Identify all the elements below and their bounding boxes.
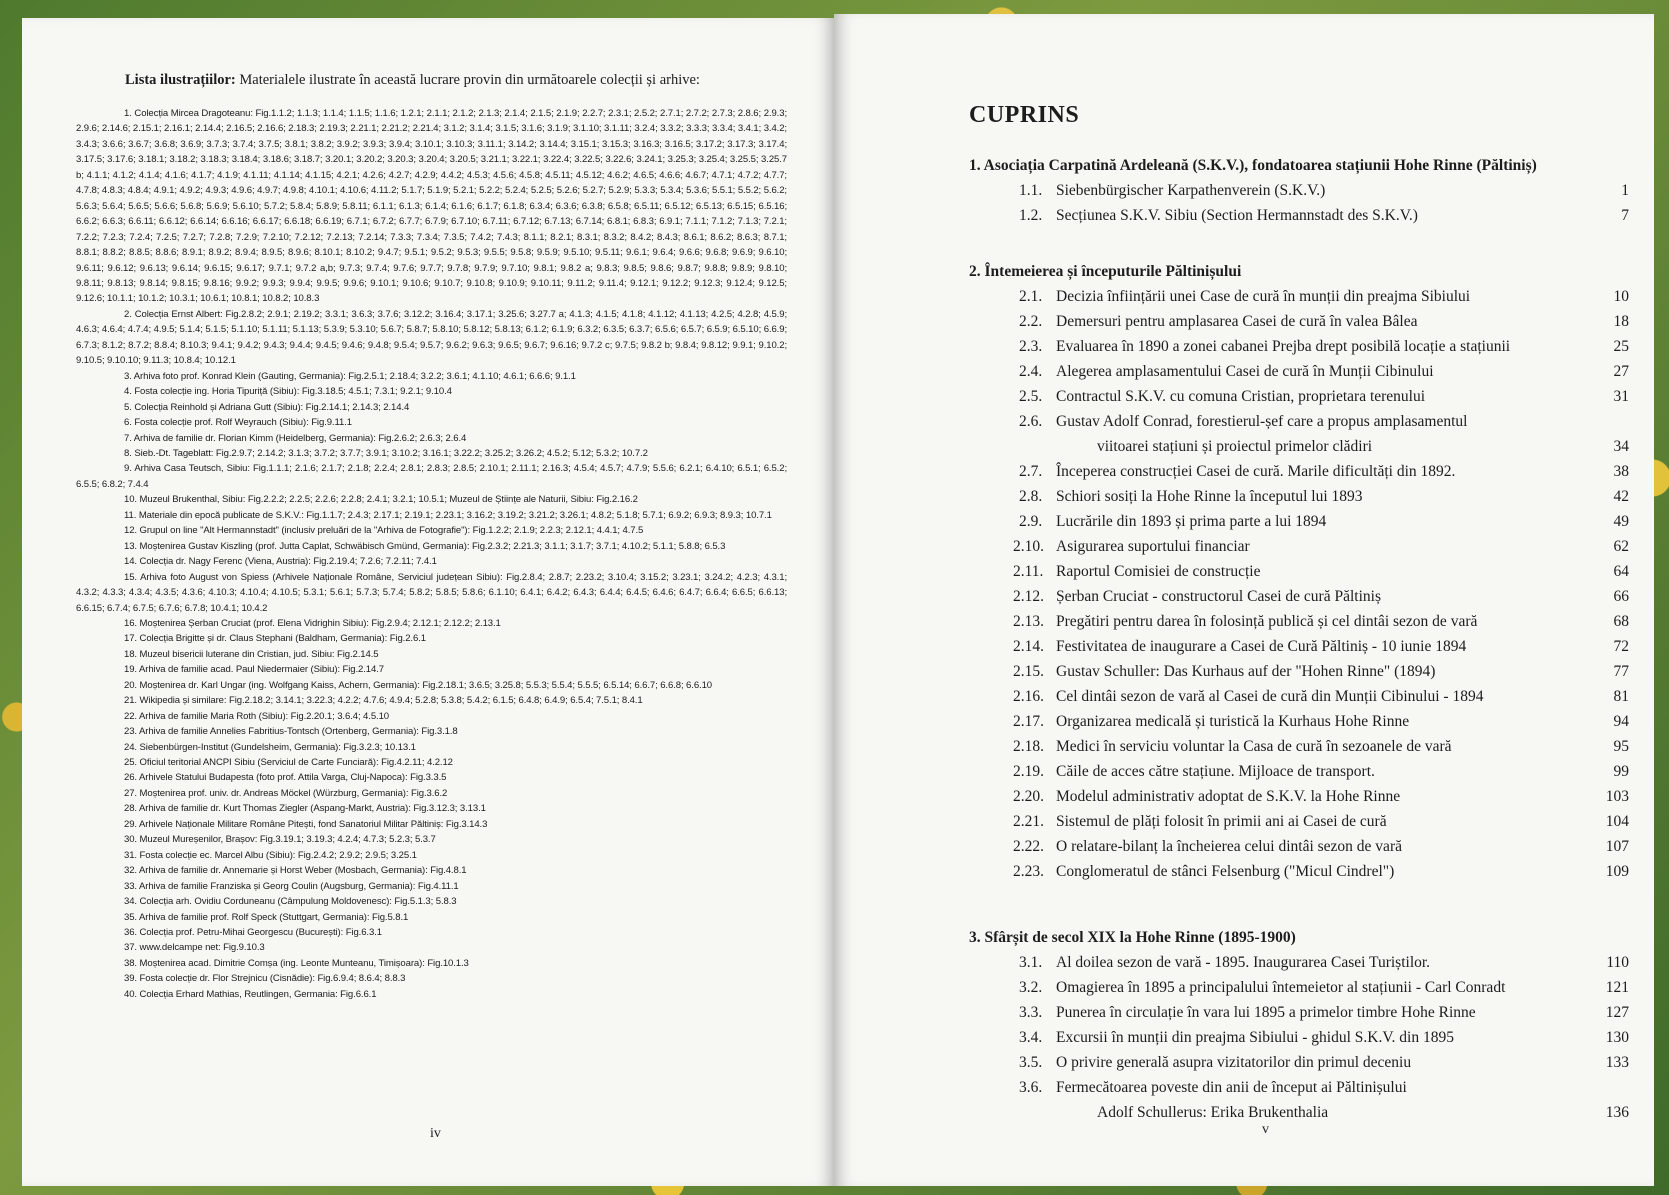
toc-entry-number: 2.22. (1013, 838, 1044, 855)
illustration-source-item: 33. Arhiva de familie Franziska și Georg Coulin (Augsburg, Germania): Fig.4.11.1 (124, 880, 459, 892)
toc-entry (969, 584, 1629, 609)
toc-entry-number: 2.11. (1013, 563, 1044, 580)
illustration-source-item: 15. Arhiva foto August von Spiess (Arhivele Naționale Române, Serviciul județean Sibiu): Fig.2.8.4; 2.8.7; 2.23.2; 3.10.4; 3.15.2; 3.23.1; 3.24.2; 4.2.3; 4.3.1; 4.3.2; 4.3.3; 4.3.4; 4.3.5; 4.3.6; 4.10.3; 4.10.4; 4.10.5; 5.3.1; 5.6.1; 5.7.3; 5.7.4; 5.8.2; 5.8.5; 5.8.6; 6.1.10; 6.4.1; 6.4.2; 6.4.3; 6.4.4; 6.4.5; 6.4.6; 6.4.7; 6.6.4; 6.6.5; 6.6.13; 6.6.15; 6.7.4; 6.7.5; 6.7.6; 6.7.8; 10.4.1; 10.4.2 (76, 571, 787, 614)
illustration-source-item: 1. Colecția Mircea Dragoteanu: Fig.1.1.2; 1.1.3; 1.1.4; 1.1.5; 1.1.6; 1.2.1; 2.1.1; 2.1.2; 2.1.3; 2.1.4; 2.1.5; 2.1.9; 2.2.7; 2.3.1; 2.5.2; 2.7.1; 2.7.2; 2.7.3; 2.8.6; 2.9.3; 2.9.6; 2.14.6; 2.15.1; 2.16.1; 2.14.4; 2.16.5; 2.16.6; 2.18.3; 2.19.3; 2.21.1; 2.21.2; 2.21.4; 3.1.2; 3.1.4; 3.1.5; 3.1.6; 3.1.9; 3.1.10; 3.1.11; 3.2.4; 3.3.2; 3.3.3; 3.3.4; 3.4.1; 3.4.2; 3.4.3; 3.6.6; 3.6.7; 3.6.8; 3.6.9; 3.7.3; 3.7.4; 3.7.5; 3.8.1; 3.8.2; 3.9.2; 3.9.3; 3.9.4; 3.10.1; 3.10.3; 3.11.1; 3.14.2; 3.14.4; 3.15.1; 3.15.3; 3.16.3; 3.16.5; 3.17.2; 3.17.3; 3.17.4; 3.17.5; 3.17.6; 3.18.1; 3.18.2; 3.18.3; 3.18.4; 3.18.6; 3.18.7; 3.20.1; 3.20.2; 3.20.3; 3.20.4; 3.20.5; 3.21.1; 3.22.1; 3.22.4; 3.22.5; 3.22.6; 3.24.1; 3.25.3; 3.25.4; 3.25.5; 3.25.7 b; 4.1.1; 4.1.2; 4.1.4; 4.1.6; 4.1.7; 4.1.9; 4.1.11; 4.1.14; 4.1.15; 4.2.1; 4.2.6; 4.2.7; 4.2.9; 4.4.2; 4.5.3; 4.5.6; 4.5.8; 4.5.11; 4.5.12; 4.6.2; 4.6.5; 4.6.6; 4.6.7; 4.7.1; 4.7.2; 4.7.7; 4.7.8; 4.8.3; 4.8.4; 4.9.1; 4.9.2; 4.9.3; 4.9.6; 4.9.7; 4.9.8; 4.10.1; 4.10.6; 4.11.2; 5.1.7; 5.1.9; 5.2.1; 5.2.2; 5.2.4; 5.2.5; 5.2.6; 5.2.7; 5.2.9; 5.3.3; 5.3.4; 5.3.6; 5.5.1; 5.5.2; 5.6.2; 5.6.3; 5.6.4; 5.6.5; 5.6.6; 5.6.8; 5.6.9; 5.6.10; 5.7.2; 5.8.4; 5.8.9; 5.8.11; 6.1.1; 6.1.3; 6.1.4; 6.1.6; 6.1.7; 6.1.8; 6.3.4; 6.3.6; 6.3.8; 6.5.8; 6.5.11; 6.5.12; 6.5.13; 6.5.15; 6.5.16; 6.6.2; 6.6.3; 6.6.11; 6.6.12; 6.6.14; 6.6.16; 6.6.17; 6.6.18; 6.6.19; 6.7.1; 6.7.2; 6.7.7; 6.7.9; 6.7.10; 6.7.11; 6.7.12; 6.7.13; 6.7.14; 6.8.1; 6.8.3; 6.9.1; 7.1.1; 7.1.2; 7.1.3; 7.2.1; 7.2.2; 7.2.3; 7.2.4; 7.2.5; 7.2.7; 7.2.8; 7.2.9; 7.2.10; 7.2.12; 7.2.13; 7.2.14; 7.3.3; 7.3.4; 7.3.5; 7.4.2; 7.4.3; 8.1.1; 8.2.1; 8.3.1; 8.3.2; 8.4.2; 8.4.3; 8.6.1; 8.6.2; 8.6.3; 8.7.1; 8.8.1; 8.8.2; 8.8.5; 8.8.6; 8.9.1; 8.9.2; 8.9.4; 8.9.5; 8.9.6; 8.10.1; 8.10.2; 9.4.7; 9.5.1; 9.5.2; 9.5.3; 9.5.5; 9.5.8; 9.5.9; 9.5.10; 9.5.11; 9.6.1; 9.6.4; 9.6.6; 9.6.8; 9.6.9; 9.6.10; 9.6.11; 9.6.12; 9.6.13; 9.6.14; 9.6.15; 9.6.17; 9.7.1; 9.7.2 a,b; 9.7.3; 9.7.4; 9.7.6; 9.7.7; 9.7.8; 9.7.9; 9.7.10; 9.8.1; 9.8.2 a; 9.8.3; 9.8.5; 9.8.6; 9.8.7; 9.8.8; 9.8.9; 9.8.10; 9.8.11; 9.8.13; 9.8.14; 9.8.15; 9.8.16; 9.9.2; 9.9.3; 9.9.4; 9.9.5; 9.9.6; 9.10.1; 9.10.6; 9.10.7; 9.10.8; 9.10.9; 9.10.11; 9.11.2; 9.11.4; 9.12.1; 9.12.2; 9.12.3; 9.12.4; 9.12.5; 9.12.6; 10.1.1; 10.1.2; 10.3.1; 10.6.1; 10.8.1; 10.8.2; 10.8.3 (76, 108, 787, 305)
illustration-source-item: 14. Colecția dr. Nagy Ferenc (Viena, Austria): Fig.2.19.4; 7.2.6; 7.2.11; 7.4.1 (124, 556, 437, 568)
toc-entry-number: 2.2. (1019, 313, 1043, 330)
illustration-source-item: 10. Muzeul Brukenthal, Sibiu: Fig.2.2.2; 2.2.5; 2.2.6; 2.2.8; 2.4.1; 3.2.1; 10.5.1; Muzeul de Științe ale Naturii, Sibiu: Fig.2.16.2 (124, 494, 638, 506)
toc-entry-number: 3.6. (1019, 1079, 1043, 1096)
toc-entry (969, 384, 1629, 409)
illustration-source-item: 35. Arhiva de familie prof. Rolf Speck (Stuttgart, Germania): Fig.5.8.1 (124, 911, 409, 923)
toc-entry (969, 759, 1629, 784)
toc-entry (969, 734, 1629, 759)
toc-entry-page: 77 (1613, 663, 1629, 680)
toc-entry-number: 3.4. (1019, 1029, 1043, 1046)
illustration-source-item: 29. Arhivele Naționale Militare Române Pitești, fond Sanatoriul Militar Păltiniș: Fig.3.14.3 (124, 818, 488, 830)
illustration-source-item: 4. Fosta colecție ing. Horia Tipuriță (Sibiu): Fig.3.18.5; 4.5.1; 7.3.1; 9.2.1; 9.10.4 (124, 386, 452, 398)
toc-entry-page: 10 (1613, 288, 1629, 305)
toc-entry-number: 2.13. (1013, 613, 1044, 630)
toc-entry-number: 2.23. (1013, 863, 1044, 880)
toc-entry (969, 509, 1629, 534)
toc-entry-title: Omagierea în 1895 a principalului întemeietor al stațiunii - Carl Conradt (1056, 979, 1506, 996)
toc-entry-title: O relatare-bilanț la încheierea celui dintâi sezon de vară (1056, 838, 1402, 855)
toc-entry-page: 64 (1613, 563, 1629, 580)
toc-entry-title: Decizia înființării unei Case de cură în munții din preajma Sibiului (1056, 288, 1471, 305)
toc-entry-title: Raportul Comisiei de construcție (1056, 563, 1261, 580)
page-number-left: iv (430, 1126, 441, 1141)
toc-entry-page: 25 (1613, 338, 1629, 355)
toc-entry-page: 68 (1613, 613, 1629, 630)
toc-entry-number: 2.17. (1013, 713, 1044, 730)
toc-entry-number: 2.5. (1019, 388, 1043, 405)
toc-entry-number: 2.20. (1013, 788, 1044, 805)
illustration-source-item: 38. Moștenirea acad. Dimitrie Comșa (ing. Leonte Munteanu, Timișoara): Fig.10.1.3 (124, 957, 469, 969)
illustration-source-item: 22. Arhiva de familie Maria Roth (Sibiu): Fig.2.20.1; 3.6.4; 4.5.10 (124, 710, 389, 722)
toc-entry-title: Excursii în munții din preajma Sibiului - ghidul S.K.V. din 1895 (1056, 1029, 1454, 1046)
toc-entry (969, 709, 1629, 734)
toc-entry (969, 659, 1629, 684)
illustration-source-item: 26. Arhivele Statului Budapesta (foto prof. Attila Varga, Cluj-Napoca): Fig.3.3.5 (124, 772, 447, 784)
contents-title: CUPRINS (969, 102, 1080, 128)
toc-entry-number: 2.12. (1013, 588, 1044, 605)
toc-entry-page: 99 (1613, 763, 1629, 780)
toc-section-title: 2. Întemeierea și începuturile Păltinișului (969, 263, 1242, 280)
toc-entry-page: 107 (1605, 838, 1629, 855)
toc-entry (969, 1050, 1629, 1075)
illustration-source-item: 31. Fosta colecție ec. Marcel Albu (Sibiu): Fig.2.4.2; 2.9.2; 2.9.5; 3.25.1 (124, 849, 417, 861)
toc-entry-page: 31 (1613, 388, 1629, 405)
illustration-source-item: 30. Muzeul Mureșenilor, Brașov: Fig.3.19.1; 3.19.3; 4.2.4; 4.7.3; 5.2.3; 5.3.7 (124, 834, 436, 846)
toc-entry-page: 81 (1613, 688, 1629, 705)
left-page (22, 18, 834, 1186)
toc-entry-page: 103 (1605, 788, 1629, 805)
illustration-source-item: 6. Fosta colecție prof. Rolf Weyrauch (Sibiu): Fig.9.11.1 (124, 417, 352, 429)
toc-entry-number: 3.2. (1019, 979, 1043, 996)
toc-entry-page: 95 (1613, 738, 1629, 755)
toc-entry (969, 334, 1629, 359)
toc-entry-page: 94 (1613, 713, 1629, 730)
toc-entry-title: Siebenbürgischer Karpathenverein (S.K.V.) (1056, 182, 1326, 199)
toc-entry (969, 975, 1629, 1000)
illustration-source-item: 37. www.delcampe net: Fig.9.10.3 (124, 942, 265, 954)
toc-entry-title: Fermecătoarea poveste din anii de început ai Păltinișului (1056, 1079, 1407, 1096)
toc-entry-number: 2.3. (1019, 338, 1043, 355)
toc-entry (969, 834, 1629, 859)
toc-entry-title: viitoarei stațiuni și proiectul primelor clădiri (1097, 438, 1373, 455)
illustrations-header (125, 72, 825, 89)
illustrations-header-label: Lista ilustrațiilor: (125, 72, 236, 88)
toc-entry-title: Gustav Schuller: Das Kurhaus auf der "Hohen Rinne" (1894) (1056, 663, 1436, 680)
toc-entry-page: 34 (1613, 438, 1629, 455)
toc-entry-page: 136 (1605, 1104, 1629, 1121)
toc-entry-page: 72 (1613, 638, 1629, 655)
toc-entry-page: 1 (1621, 182, 1629, 199)
toc-entry-number: 2.14. (1013, 638, 1044, 655)
toc-entry (969, 1075, 1629, 1100)
illustration-source-item: 8. Sieb.-Dt. Tageblatt: Fig.2.9.7; 2.14.2; 3.1.3; 3.7.2; 3.7.7; 3.9.1; 3.10.2; 3.16.1; 3.22.2; 3.25.2; 3.26.2; 4.5.2; 5.12; 5.3.2; 10.7.2 (124, 447, 648, 459)
illustration-source-item: 12. Grupul on line "Alt Hermannstadt" (inclusiv preluări de la "Arhiva de Fotografie"): Fig.1.2.2; 2.1.9; 2.2.3; 2.12.1; 4.4.1; 4.7.5 (124, 525, 644, 537)
toc-section-title: 3. Sfârșit de secol XIX la Hohe Rinne (1895-1900) (969, 929, 1296, 946)
illustration-source-item: 13. Moștenirea Gustav Kiszling (prof. Jutta Caplat, Schwäbisch Gmünd, Germania): Fig.2.3.2; 2.21.3; 3.1.1; 3.1.7; 3.7.1; 4.10.2; 5.1.1; 5.8.8; 6.5.3 (124, 540, 726, 552)
toc-entry-title: Alegerea amplasamentului Casei de cură în Munții Cibinului (1056, 363, 1434, 380)
illustration-source-item: 5. Colecția Reinhold și Adriana Gutt (Sibiu): Fig.2.14.1; 2.14.3; 2.14.4 (124, 401, 410, 413)
toc-entry-page: 18 (1613, 313, 1629, 330)
illustration-source-item: 7. Arhiva de familie dr. Florian Kimm (Heidelberg, Germania): Fig.2.6.2; 2.6.3; 2.6.4 (124, 432, 467, 444)
toc-entry-number: 2.8. (1019, 488, 1043, 505)
illustration-source-item: 19. Arhiva de familie acad. Paul Niedermaier (Sibiu): Fig.2.14.7 (124, 664, 384, 676)
toc-entry-number: 2.7. (1019, 463, 1043, 480)
illustration-source-item: 28. Arhiva de familie dr. Kurt Thomas Ziegler (Aspang-Markt, Austria): Fig.3.12.3; 3.13.1 (124, 803, 486, 815)
toc-entry (969, 1100, 1629, 1125)
toc-entry-number: 2.15. (1013, 663, 1044, 680)
toc-entry-title: Secțiunea S.K.V. Sibiu (Section Hermannstadt des S.K.V.) (1056, 207, 1418, 224)
illustration-source-item: 20. Moștenirea dr. Karl Ungar (ing. Wolfgang Kaiss, Achern, Germania): Fig.2.18.1; 3.6.5; 3.25.8; 5.5.3; 5.5.4; 5.5.5; 6.5.14; 6.6.7; 6.6.8; 6.6.10 (124, 679, 712, 691)
toc-entry (969, 784, 1629, 809)
toc-entry-number: 2.4. (1019, 363, 1043, 380)
toc-entry (969, 284, 1629, 309)
toc-entry-page: 127 (1605, 1004, 1629, 1021)
toc-entry-title: Conglomeratul de stânci Felsenburg ("Micul Cindrel") (1056, 863, 1395, 880)
toc-entry (969, 359, 1629, 384)
illustration-source-item: 32. Arhiva de familie dr. Annemarie și Horst Weber (Mosbach, Germania): Fig.4.8.1 (124, 865, 467, 877)
toc-entry-number: 1.2. (1019, 207, 1043, 224)
toc-entry-page: 109 (1605, 863, 1629, 880)
toc-entry (969, 459, 1629, 484)
illustration-source-item: 39. Fosta colecție dr. Flor Strejnicu (Cisnădie): Fig.6.9.4; 8.6.4; 8.8.3 (124, 973, 406, 985)
toc-entry-title: Modelul administrativ adoptat de S.K.V. la Hohe Rinne (1056, 788, 1401, 805)
toc-entry-page: 62 (1613, 538, 1629, 555)
illustration-source-item: 3. Arhiva foto prof. Konrad Klein (Gauting, Germania): Fig.2.5.1; 2.18.4; 3.2.2; 3.6.1; 4.1.10; 4.6.1; 6.6.6; 9.1.1 (124, 370, 576, 382)
toc-entry (969, 634, 1629, 659)
toc-entry-page: 27 (1613, 363, 1629, 380)
illustration-source-item: 2. Colecția Ernst Albert: Fig.2.8.2; 2.9.1; 2.19.2; 3.3.1; 3.6.3; 3.7.6; 3.12.2; 3.16.4; 3.17.1; 3.25.6; 3.27.7 a; 4.1.3; 4.1.5; 4.1.8; 4.1.12; 4.1.13; 4.2.5; 4.2.8; 4.5.9; 4.6.3; 4.6.4; 4.7.4; 4.9.5; 5.1.4; 5.1.5; 5.1.10; 5.1.11; 5.1.13; 5.3.9; 5.3.10; 5.6.7; 5.8.7; 5.8.10; 5.8.12; 5.8.13; 6.1.2; 6.1.9; 6.3.2; 6.3.5; 6.3.7; 6.5.6; 6.5.7; 6.5.9; 6.5.10; 6.6.9; 6.7.3; 8.1.2; 8.7.2; 8.8.4; 8.10.3; 9.4.1; 9.4.2; 9.4.3; 9.4.4; 9.4.5; 9.4.6; 9.4.8; 9.5.4; 9.5.7; 9.6.2; 9.6.3; 9.6.5; 9.6.7; 9.6.16; 9.7.2 c; 9.7.5; 9.8.2 b; 9.8.4; 9.8.12; 9.9.1; 9.10.2; 9.10.5; 9.10.10; 9.11.3; 10.8.4; 10.12.1 (76, 308, 787, 367)
toc-entry (969, 409, 1629, 434)
toc-entry-title: Adolf Schullerus: Erika Brukenthalia (1097, 1104, 1329, 1121)
illustration-source-item: 40. Colecția Erhard Mathias, Reutlingen, Germania: Fig.6.6.1 (124, 988, 377, 1000)
illustration-source-item: 18. Muzeul bisericii luterane din Cristian, jud. Sibiu: Fig.2.14.5 (124, 648, 379, 660)
illustration-source-item: 23. Arhiva de familie Annelies Fabritius-Tontsch (Ortenberg, Germania): Fig.3.1.8 (124, 726, 458, 738)
toc-entry (969, 609, 1629, 634)
toc-entry-page: 7 (1621, 207, 1629, 224)
toc-entry-title: Căile de acces către stațiune. Mijloace de transport. (1056, 763, 1375, 780)
illustration-source-item: 25. Oficiul teritorial ANCPI Sibiu (Serviciul de Carte Funciară): Fig.4.2.11; 4.2.12 (124, 757, 453, 769)
toc-entry-number: 2.10. (1013, 538, 1044, 555)
toc-entry-number: 2.6. (1019, 413, 1043, 430)
toc-entry-title: Medici în serviciu voluntar la Casa de cură în sezoanele de vară (1056, 738, 1452, 755)
toc-entry-page: 121 (1605, 979, 1629, 996)
toc-entry-title: Șerban Cruciat - constructorul Casei de cură Păltiniș (1056, 588, 1381, 605)
toc-entry-title: Contractul S.K.V. cu comuna Cristian, proprietara terenului (1056, 388, 1426, 405)
toc-entry-title: Cel dintâi sezon de vară al Casei de cură din Munții Cibinului - 1894 (1056, 688, 1484, 705)
toc-entry-number: 2.9. (1019, 513, 1043, 530)
toc-entry (969, 559, 1629, 584)
toc-entry-title: Începerea construcției Casei de cură. Marile dificultăți din 1892. (1056, 463, 1456, 480)
toc-entry-title: Al doilea sezon de vară - 1895. Inaugurarea Casei Turiștilor. (1056, 954, 1431, 971)
toc-entry-number: 1.1. (1019, 182, 1043, 199)
toc-entry-title: Organizarea medicală și turistică la Kurhaus Hohe Rinne (1056, 713, 1410, 730)
illustrations-header-text: Materialele ilustrate în această lucrare provin din următoarele colecții și arhive: (235, 72, 700, 88)
toc-entry-page: 38 (1613, 463, 1629, 480)
toc-entry (969, 684, 1629, 709)
toc-entry-title: Evaluarea în 1890 a zonei cabanei Prejba drept posibilă locație a stațiunii (1056, 338, 1511, 355)
toc-entry-number: 3.5. (1019, 1054, 1043, 1071)
toc-entry (969, 203, 1629, 228)
illustration-source-item: 16. Moștenirea Șerban Cruciat (prof. Elena Vidrighin Sibiu): Fig.2.9.4; 2.12.1; 2.12.2; 2.13.1 (124, 617, 501, 629)
toc-entry-title: Schiori sosiți la Hohe Rinne la începutul lui 1893 (1056, 488, 1363, 505)
toc-entry-number: 2.18. (1013, 738, 1044, 755)
toc-entry-title: Sistemul de plăți folosit în primii ani ai Casei de cură (1056, 813, 1387, 830)
toc-entry-page: 42 (1613, 488, 1629, 505)
illustration-source-item: 11. Materiale din epocă publicate de S.K.V.: Fig.1.1.7; 2.4.3; 2.17.1; 2.19.1; 2.23.1; 3.16.2; 3.19.2; 3.21.2; 3.26.1; 4.8.2; 5.1.8; 5.7.1; 6.9.2; 6.9.3; 8.9.3; 10.7.1 (124, 509, 772, 521)
illustration-source-item: 36. Colecția prof. Petru-Mihai Georgescu (București): Fig.6.3.1 (124, 927, 382, 939)
toc-entry (969, 178, 1629, 203)
toc-entry (969, 1000, 1629, 1025)
illustration-source-item: 24. Siebenbürgen-Institut (Gundelsheim, Germania): Fig.3.2.3; 10.13.1 (124, 741, 416, 753)
table-of-contents (969, 154, 1629, 1125)
toc-entry-title: Demersuri pentru amplasarea Casei de cură în valea Bâlea (1056, 313, 1418, 330)
toc-entry-page: 49 (1613, 513, 1629, 530)
toc-entry (969, 534, 1629, 559)
toc-entry (969, 309, 1629, 334)
toc-entry-page: 110 (1606, 954, 1629, 971)
toc-entry-number: 2.1. (1019, 288, 1043, 305)
toc-entry-number: 2.21. (1013, 813, 1044, 830)
toc-entry-title: Punerea în circulație în vara lui 1895 a primelor timbre Hohe Rinne (1056, 1004, 1476, 1021)
illustrations-list (76, 106, 787, 1002)
toc-entry-page: 133 (1605, 1054, 1629, 1071)
toc-entry (969, 809, 1629, 834)
toc-entry-title: Gustav Adolf Conrad, forestierul-șef care a propus amplasamentul (1056, 413, 1468, 430)
illustration-source-item: 17. Colecția Brigitte și dr. Claus Stephani (Baldham, Germania): Fig.2.6.1 (124, 633, 426, 645)
toc-entry-page: 66 (1613, 588, 1629, 605)
toc-entry-title: Festivitatea de inaugurare a Casei de Cură Păltiniș - 10 iunie 1894 (1056, 638, 1467, 655)
illustration-source-item: 34. Colecția arh. Ovidiu Corduneanu (Câmpulung Moldovenesc): Fig.5.1.3; 5.8.3 (124, 896, 457, 908)
toc-entry-number: 2.19. (1013, 763, 1044, 780)
toc-entry-title: Lucrările din 1893 și prima parte a lui 1894 (1056, 513, 1327, 530)
toc-entry-page: 104 (1605, 813, 1629, 830)
toc-entry (969, 950, 1629, 975)
toc-section-title: 1. Asociația Carpatină Ardeleană (S.K.V.), fondatoarea stațiunii Hohe Rinne (Păltiniș) (969, 157, 1537, 174)
toc-entry (969, 1025, 1629, 1050)
toc-entry-title: O privire generală asupra vizitatorilor din primul deceniu (1056, 1054, 1412, 1071)
toc-entry-number: 2.16. (1013, 688, 1044, 705)
illustration-source-item: 9. Arhiva Casa Teutsch, Sibiu: Fig.1.1.1; 2.1.6; 2.1.7; 2.1.8; 2.2.4; 2.8.1; 2.8.3; 2.8.5; 2.10.1; 2.11.1; 2.16.3; 4.5.4; 4.5.7; 4.7.9; 5.5.6; 6.2.1; 6.4.10; 6.5.1; 6.5.2; 6.5.5; 6.8.2; 7.4.4 (76, 463, 787, 490)
toc-entry-title: Pregătiri pentru darea în folosință publică și cel dintâi sezon de vară (1056, 613, 1478, 630)
illustration-source-item: 27. Moștenirea prof. univ. dr. Andreas Möckel (Würzburg, Germania): Fig.3.6.2 (124, 787, 448, 799)
toc-entry-page: 130 (1605, 1029, 1629, 1046)
page-number-right: v (1262, 1122, 1269, 1137)
toc-entry-number: 3.1. (1019, 954, 1043, 971)
toc-entry-title: Asigurarea suportului financiar (1056, 538, 1250, 555)
toc-entry-number: 3.3. (1019, 1004, 1043, 1021)
toc-entry (969, 859, 1629, 884)
toc-entry (969, 434, 1629, 459)
right-page (834, 14, 1654, 1186)
illustration-source-item: 21. Wikipedia și similare: Fig.2.18.2; 3.14.1; 3.22.3; 4.2.2; 4.7.6; 4.9.4; 5.2.8; 5.3.8; 5.4.2; 6.1.5; 6.4.8; 6.4.9; 6.5.4; 7.5.1; 8.4.1 (124, 695, 643, 707)
toc-entry (969, 484, 1629, 509)
